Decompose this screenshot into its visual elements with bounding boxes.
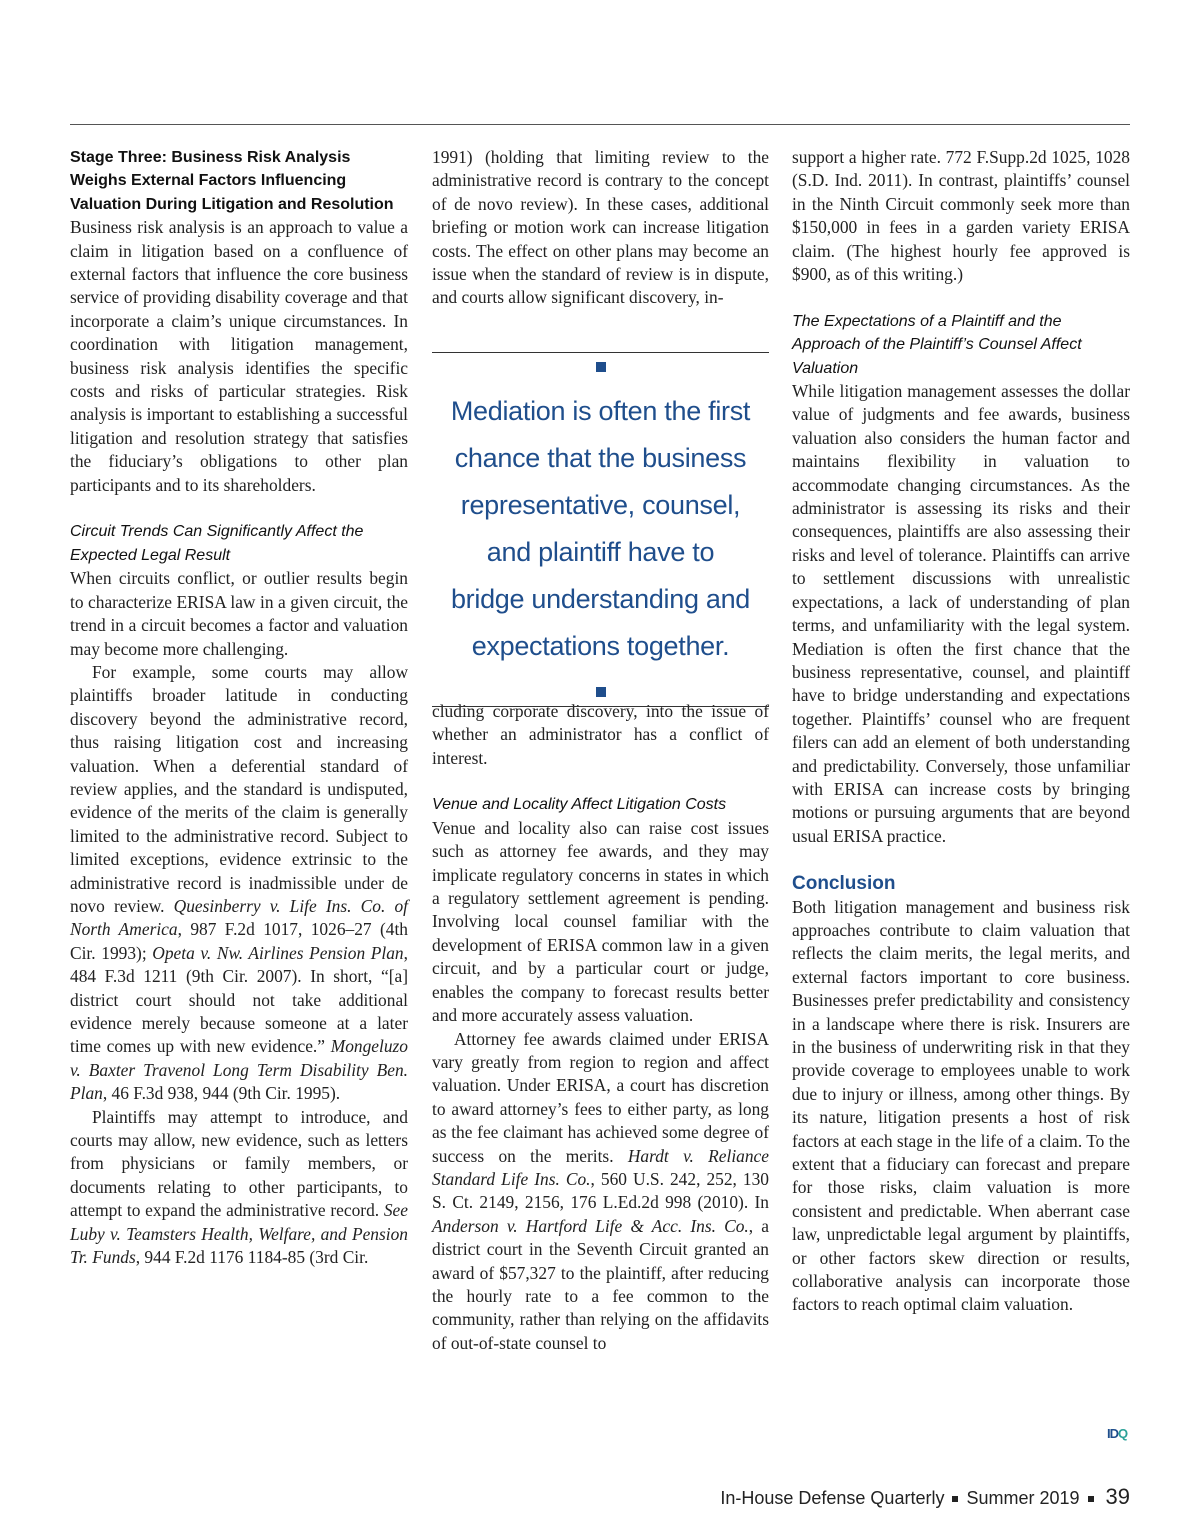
pull-quote-line: and plaintiff have to <box>486 537 715 567</box>
pull-quote <box>432 340 769 706</box>
subheading-plaintiff-expectations: The Expectations of a Plaintiff and the Approach of the Plaintiff’s Counsel Affect Valuation <box>792 312 1082 377</box>
paragraph: Attorney fee awards claimed under ERISA vary greatly from region to region and affect valuation. Under ERISA, a court has discretion to award attorney’s fees to either party, as long as the fee claimant has achieved some degree of success on the merits. Hardt v. Reliance Standard Life Ins. Co., 560 U.S. 242, 252, 130 S. Ct. 2149, 2156, 176 L.Ed.2d 998 (2010). In Anderson v. Hartford Life & Acc. Ins. Co., a district court in the Seventh Circuit granted an award of $57,327 to the plaintiff, after reducing the hourly rate to a fee common to the community, rather than relying on the affidavits of out-of-state counsel to <box>432 1028 770 1353</box>
issue-date: Summer 2019 <box>966 1488 1080 1508</box>
case-citation: Opeta v. Nw. Airlines Pension Plan <box>152 942 404 963</box>
pull-quote-line: Mediation is often the first <box>450 396 751 426</box>
page-number: 39 <box>1105 1484 1130 1509</box>
case-citation: Mongeluzo v. Baxter Travenol Long Term Disability Ben. Plan <box>70 1036 408 1104</box>
paragraph: When circuits conflict, or outlier results begin to characterize ERISA law in a given circuit, the trend in a circuit becomes a factor and valuation may become more challenging. <box>70 568 408 659</box>
case-citation: Quesinberry v. Life Ins. Co. of North America <box>70 895 408 940</box>
section-heading-conclusion: Conclusion <box>792 872 896 894</box>
pull-quote-bottom-rule <box>432 706 769 707</box>
paragraph: While litigation management assesses the dollar value of judgments and fee awards, business valuation also considers the human factor and maintains flexibility in valuation to accommodate changing circumstances. As the administrator is assessing its risks and their consequences, plaintiffs are also assessing their risks and level of tolerance. Plaintiffs can arrive to settlement discussions with unrealistic expectations, a lack of understanding of plan terms, and unfamiliarity with the legal system. Mediation is often the first chance that the business representative, counsel, and plaintiff have to bridge understanding and expectations together. Plaintiffs’ counsel who are frequent filers can add an element of both understanding and predictability. Conversely, those unfamiliar with ERISA can increase costs by bringing motions or pursuing arguments that are beyond usual ERISA practice. <box>792 381 1130 846</box>
square-bullet-icon <box>596 687 606 697</box>
subheading-venue-locality: Venue and Locality Affect Litigation Costs <box>432 796 727 814</box>
pull-quote-line: representative, counsel, <box>460 490 741 520</box>
paragraph: For example, some courts may allow plaintiffs broader latitude in conducting discovery beyond the administrative record, thus raising litigation cost and increasing valuation. When a deferential standard of review applies, and the standard is undisputed, evidence of the merits of the claim is generally limited to the administrative record. Subject to limited exceptions, evidence extrinsic to the administrative record is inadmissible under de novo review. Quesinberry v. Life Ins. Co. of North America, 987 F.2d 1017, 1026–27 (4th Cir. 1993); Opeta v. Nw. Airlines Pension Plan, 484 F.3d 1211 (9th Cir. 2007). In short, “[a] district court should not take additional evidence merely because someone at a later time comes up with new evidence.” Mongeluzo v. Baxter Travenol Long Term Disability Ben. Plan, 46 F.3d 938, 944 (9th Cir. 1995). <box>70 661 409 1104</box>
paragraph: 1991) (holding that limiting review to the administrative record is contrary to the concept of de novo review). In these cases, additional briefing or motion work can increase litigation costs. The effect on other plans may become an issue when the standard of review is in dispute, and courts allow significant discovery, in- <box>432 147 769 308</box>
pull-quote-top-rule <box>432 352 769 353</box>
square-bullet-icon <box>596 362 606 372</box>
subheading-circuit-trends: Circuit Trends Can Significantly Affect the Expected Legal Result <box>70 523 364 564</box>
end-mark-logo: IDQ <box>1107 1426 1128 1441</box>
paragraph: Business risk analysis is an approach to value a claim in litigation based on a confluence of external factors that influence the core business service of providing disability coverage and that incorporate a claim’s unique circumstances. In coordination with litigation management, business risk analysis identifies the specific costs and risks of particular strategies. Risk analysis is important to establishing a successful litigation and resolution strategy that satisfies the fiduciary’s obligations to other plan participants and to its shareholders. <box>70 217 408 495</box>
case-citation: Anderson v. Hartford Life & Acc. Ins. Co. <box>432 1215 749 1236</box>
square-separator-icon <box>952 1496 958 1502</box>
pull-quote-line: bridge understanding and <box>450 584 751 614</box>
page-footer <box>720 1484 1130 1510</box>
column-3 <box>792 146 1130 1317</box>
column-1 <box>70 146 408 1269</box>
column-2 <box>432 146 769 1355</box>
publication-name: In-House Defense Quarterly <box>720 1488 945 1508</box>
pull-quote-line: chance that the business <box>454 443 747 473</box>
paragraph: cluding corporate discovery, into the issue of whether an administrator has a conflict of interest. <box>432 700 769 768</box>
top-rule <box>70 124 1130 125</box>
paragraph: support a higher rate. 772 F.Supp.2d 1025, 1028 (S.D. Ind. 2011). In contrast, plaintiffs’ counsel in the Ninth Circuit commonly seek more than $150,000 in fees in a garden variety ERISA claim. (The highest hourly fee approved is $900, as of this writing.) <box>792 147 1130 285</box>
pull-quote-text <box>432 388 769 670</box>
case-citation: Hardt v. Reliance Standard Life Ins. Co. <box>432 1145 769 1189</box>
case-citation: See Luby v. Teamsters Health, Welfare, and Pension Tr. Funds <box>70 1200 408 1268</box>
paragraph: Plaintiffs may attempt to introduce, and courts may allow, new evidence, such as letters from physicians or family members, or documents relating to other participants, to attempt to expand the administrative record. See Luby v. Teamsters Health, Welfare, and Pension Tr. Funds, 944 F.2d 1176 1184-85 (3rd Cir. <box>70 1106 408 1268</box>
paragraph: Both litigation management and business risk approaches contribute to claim valuation that reflects the claim merits, the legal merits, and external factors important to core business. Businesses prefer predictability and consistency in a landscape where there is risk. Insurers are in the business of underwriting risk in that they provide coverage to employees unable to work due to injury or illness, among other things. By its nature, litigation presents a host of risk factors at each stage in the life of a claim. To the extent that a fiduciary can forecast and prepare for those risks, claim valuation is more consistent and predictable. When aberrant case law, unpredictable legal argument by plaintiffs, or other factors skew direction or results, collaborative analysis can incorporate those factors to reach optimal claim valuation. <box>792 896 1130 1315</box>
section-heading-stage-three: Stage Three: Business Risk Analysis Weighs External Factors Influencing Valuation During Litigation and Resolution <box>70 149 394 213</box>
paragraph: Venue and locality also can raise cost issues such as attorney fee awards, and they may implicate regulatory concerns in states in which a regulatory settlement agreement is pending. Involving local counsel familiar with the development of ERISA common law in a given circuit, and by a particular court or judge, enables the company to forecast results better and more accurately assess valuation. <box>432 817 769 1026</box>
square-separator-icon <box>1088 1496 1094 1502</box>
pull-quote-line: expectations together. <box>471 631 730 661</box>
